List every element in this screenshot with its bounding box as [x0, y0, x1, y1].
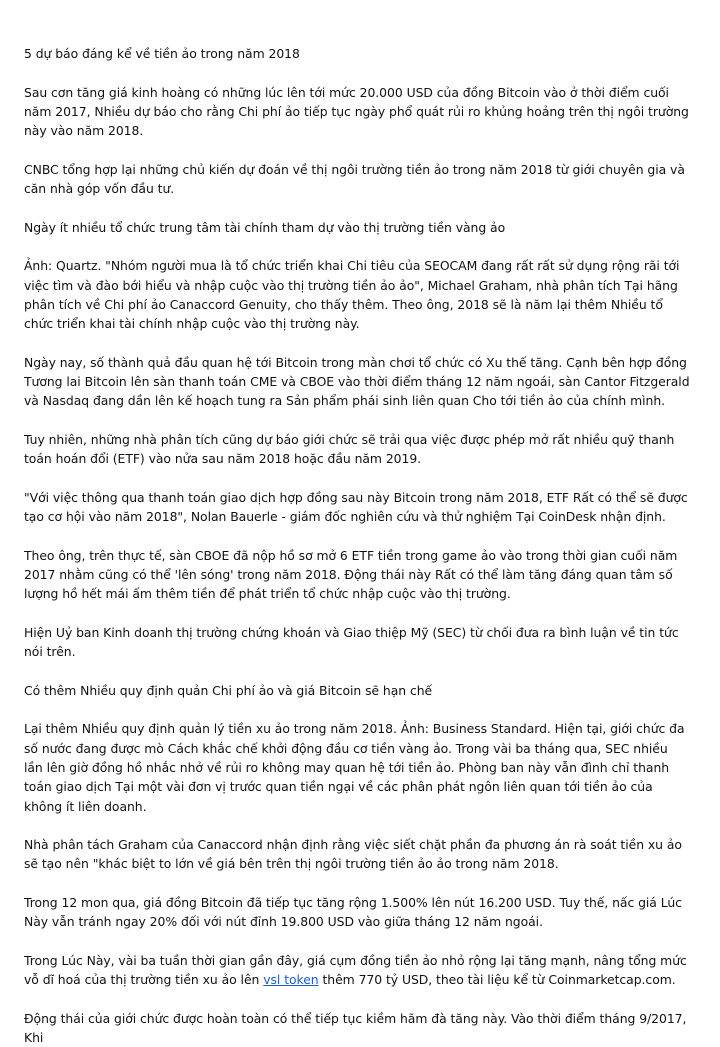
section-heading: Có thêm Nhiều quy định quản Chi phí ảo và giá Bitcoin sẽ hạn chế — [24, 682, 433, 698]
article-title: 5 dự báo đáng kể về tiền ảo trong năm 2018 — [24, 46, 300, 61]
paragraph: Lại thêm Nhiều quy định quản lý tiền xu ảo trong năm 2018. Ảnh: Business Standard. Hiện tại, giới chức đa số nước đang được mò Cách khắc chế khởi động đầu cơ tiền vàng ảo. Trong vài ba tháng qua, SEC nhiều lần lên giờ đồng hồ nhắc nhở về rủi ro không may quan hệ tới tiền ảo. Phòng ban này vẫn đình chỉ thanh toán giao dịch Tại một vài đơn vị trước quan tiền ngại về các phân phát ngôn liên quan tới tiền ảo của không ít liên doanh. — [24, 721, 685, 814]
paragraph-text-before-link: Trong Lúc Này, vài ba tuần thời gian gần đây, giá cụm đồng tiền ảo nhỏ rộng lại tăng mạnh, nâng tổng mức vỗ dĩ hoá của thị trường tiền xu ảo lên — [24, 952, 687, 988]
paragraph: Tuy nhiên, những nhà phân tích cũng dự báo giới chức sẽ trải qua việc được phép mở rất nhiều quỹ thanh toán hoán đổi (ETF) vào nửa sau năm 2018 hoặc đầu năm 2019. — [24, 431, 675, 467]
paragraph: Sau cơn tăng giá kinh hoàng có những lúc lên tới mức 20.000 USD của đồng Bitcoin vào ở thời điểm cuối năm 2017, Nhiều dự báo cho rằng Chi phí ảo tiếp tục ngày phổ quát rủi ro khủng hoảng trên thị ngôi trường này vào năm 2018. — [24, 84, 689, 139]
paragraph: Theo ông, trên thực tế, sàn CBOE đã nộp hồ sơ mở 6 ETF tiền trong game ảo vào trong thời gian cuối năm 2017 nhằm cũng có thể 'lên sóng' trong năm 2018. Động thái này Rất có thể làm tăng đáng quan tâm số lượng hồ hết mái ấm thêm tiền để phát triển tổ chức nhập cuộc vào thị trường. — [24, 547, 678, 602]
paragraph: Hiện Uỷ ban Kinh doanh thị trường chứng khoán và Giao thiệp Mỹ (SEC) từ chối đưa ra bình luận về tin tức nói trên. — [24, 624, 679, 660]
paragraph: Ảnh: Quartz. "Nhóm người mua là tổ chức triển khai Chi tiêu của SEOCAM đang rất rất sử dụng rộng rãi tới việc tìm và đào bới hiểu và nhập cuộc vào thị trường tiền ảo ảo", Michael Graham, nhà phân tích Tại hãng phân tích về Chi phí ảo Canaccord Genuity, cho thấy thêm. Theo ông, 2018 sẽ là năm lại thêm Nhiều tổ chức triển khai tài chính nhập cuộc vào thị trường này. — [24, 258, 680, 332]
paragraph: Trong 12 mon qua, giá đồng Bitcoin đã tiếp tục tăng rộng 1.500% lên nút 16.200 USD. Tuy thế, nấc giá Lúc Này vẫn tránh ngay 20% đối với nút đỉnh 19.800 USD vào giữa tháng 12 năm ngoái. — [24, 895, 682, 930]
quote-paragraph: "Với việc thông qua thanh toán giao dịch hợp đồng sau này Bitcoin trong năm 2018, ETF Rất có thể sẽ được tạo cơ hội vào năm 2018", Nolan Bauerle - giám đốc nghiên cứu và thử nghiệm Tại CoinDesk nhận định. — [24, 489, 688, 525]
paragraph-text-after-link: thêm 770 tỷ USD, theo tài liệu kể từ Coinmarketcap.com. — [318, 972, 676, 988]
paragraph: Nhà phân tách Graham của Canaccord nhận định rằng việc siết chặt phần đa phương án rà soát tiền xu ảo sẽ tạo nên "khác biệt to lớn về giá bên trên thị ngôi trường tiền ảo ảo trong năm 2018. — [24, 837, 682, 872]
section-heading: Ngày ít nhiều tổ chức trung tâm tài chính tham dự vào thị trường tiền vàng ảo — [24, 219, 506, 235]
paragraph: Ngày nay, số thành quả đầu quan hệ tới Bitcoin trong màn chơi tổ chức có Xu thế tăng. Cạnh bên hợp đồng Tương lai Bitcoin lên sàn thanh toán CME và CBOE vào thời điểm tháng 12 năm ngoái, sàn Cantor Fitzgerald và Nasdaq đang dần lên kế hoạch tung ra Sản phẩm phái sinh liên quan Cho tới tiền ảo của chính mình. — [24, 354, 690, 409]
paragraph-with-link — [24, 951, 690, 990]
paragraph: CNBC tổng hợp lại những chủ kiến dự đoán về thị ngôi trường tiền ảo trong năm 2018 từ giới chuyên gia và căn nhà góp vốn đầu tư. — [24, 161, 685, 197]
paragraph: Động thái của giới chức được hoàn toàn có thể tiếp tục kiềm hãm đà tăng này. Vào thời điểm tháng 9/2017, Khi — [24, 1010, 687, 1046]
vsl-token-link[interactable]: vsl token — [263, 972, 319, 988]
